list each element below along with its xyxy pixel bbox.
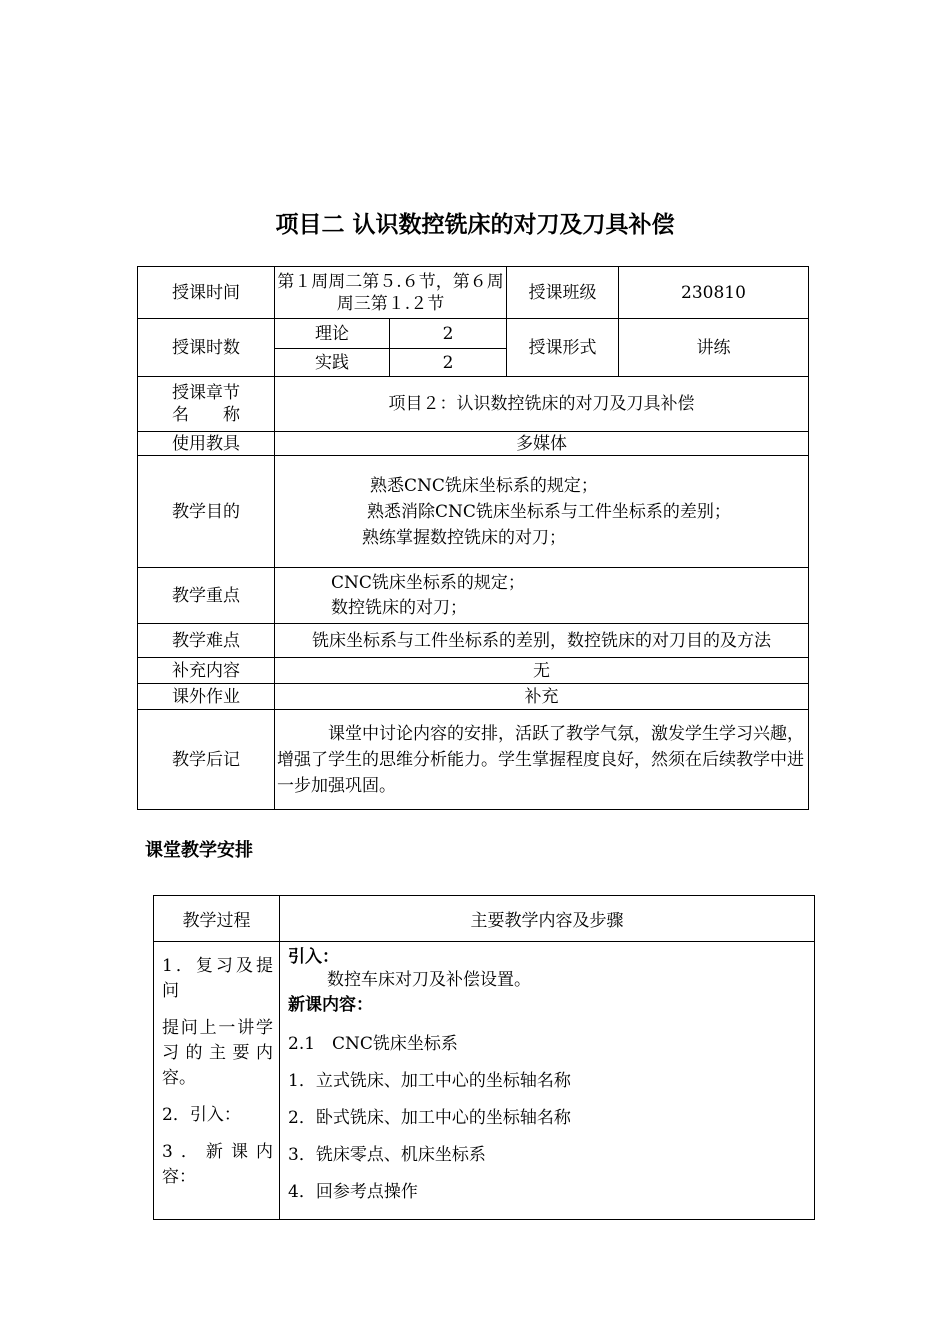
form-value: 讲练 <box>619 319 809 377</box>
notes-label: 教学后记 <box>138 710 275 810</box>
goals-cell <box>275 456 809 568</box>
goal-item: 熟悉CNC铣床坐标系的规定； <box>370 475 598 496</box>
content-cell <box>280 942 815 1220</box>
key-item: 数控铣床的对刀； <box>331 597 467 618</box>
key-label: 教学重点 <box>138 568 275 624</box>
notes-value: 课堂中讨论内容的安排，活跃了教学气氛，激发学生学习兴趣，增强了学生的思维分析能力。学生掌握程度良好，然须在后续教学中进一步加强巩固。 <box>275 710 809 810</box>
goal-item: 熟悉消除CNC铣床坐标系与工件坐标系的差别； <box>367 501 731 522</box>
content-item: 2.1 CNC铣床坐标系 <box>288 1034 458 1054</box>
difficulty-label: 教学难点 <box>138 624 275 658</box>
time-label: 授课时间 <box>138 267 275 319</box>
content-item: 1．立式铣床、加工中心的坐标轴名称 <box>288 1071 571 1091</box>
course-info-table <box>137 266 809 810</box>
supplement-label: 补充内容 <box>138 658 275 684</box>
key-item: CNC铣床坐标系的规定； <box>331 572 525 593</box>
steps-cell <box>154 942 280 1220</box>
step-item: 提问上一讲学习的主要内容。 <box>162 1018 273 1088</box>
step-item: 1．复习及提问 <box>162 956 273 1001</box>
content-item: 4．回参考点操作 <box>288 1182 418 1202</box>
step-item: 3．新课内容： <box>162 1142 273 1187</box>
homework-label: 课外作业 <box>138 684 275 710</box>
chapter-label <box>138 377 275 432</box>
theory-label: 理论 <box>275 319 390 349</box>
hours-label: 授课时数 <box>138 319 275 377</box>
class-label: 授课班级 <box>507 267 619 319</box>
goal-label: 教学目的 <box>138 456 275 568</box>
process-header: 教学过程 <box>154 896 280 942</box>
new-content-label: 新课内容： <box>288 995 373 1015</box>
content-item: 3．铣床零点、机床坐标系 <box>288 1145 486 1165</box>
goal-item: 熟练掌握数控铣床的对刀； <box>362 527 566 548</box>
intro-label: 引入： <box>288 947 339 967</box>
step-item: 2．引入： <box>162 1105 241 1125</box>
chapter-value: 项目２：认识数控铣床的对刀及刀具补偿 <box>275 377 809 432</box>
difficulty-value: 铣床坐标系与工件坐标系的差别，数控铣床的对刀目的及方法 <box>275 624 809 658</box>
tools-value: 多媒体 <box>275 432 809 456</box>
form-label: 授课形式 <box>507 319 619 377</box>
homework-value: 补充 <box>275 684 809 710</box>
class-value: 230810 <box>619 267 809 319</box>
intro-text: 数控车床对刀及补偿设置。 <box>327 970 531 990</box>
tools-label: 使用教具 <box>138 432 275 456</box>
content-item: 2．卧式铣床、加工中心的坐标轴名称 <box>288 1108 571 1128</box>
time-value: 第１周周二第５.６节，第６周周三第１.２节 <box>275 267 507 319</box>
content-header: 主要教学内容及步骤 <box>280 896 815 942</box>
keys-cell <box>275 568 809 624</box>
practice-label: 实践 <box>275 349 390 377</box>
theory-value: 2 <box>390 319 507 349</box>
supplement-value: 无 <box>275 658 809 684</box>
chapter-label-line2: 名 称 <box>172 405 240 425</box>
practice-value: 2 <box>390 349 507 377</box>
section-title: 课堂教学安排 <box>145 840 253 861</box>
chapter-label-line1: 授课章节 <box>172 383 240 403</box>
arrangement-table <box>153 895 815 1220</box>
page-title: 项目二 认识数控铣床的对刀及刀具补偿 <box>275 212 675 238</box>
